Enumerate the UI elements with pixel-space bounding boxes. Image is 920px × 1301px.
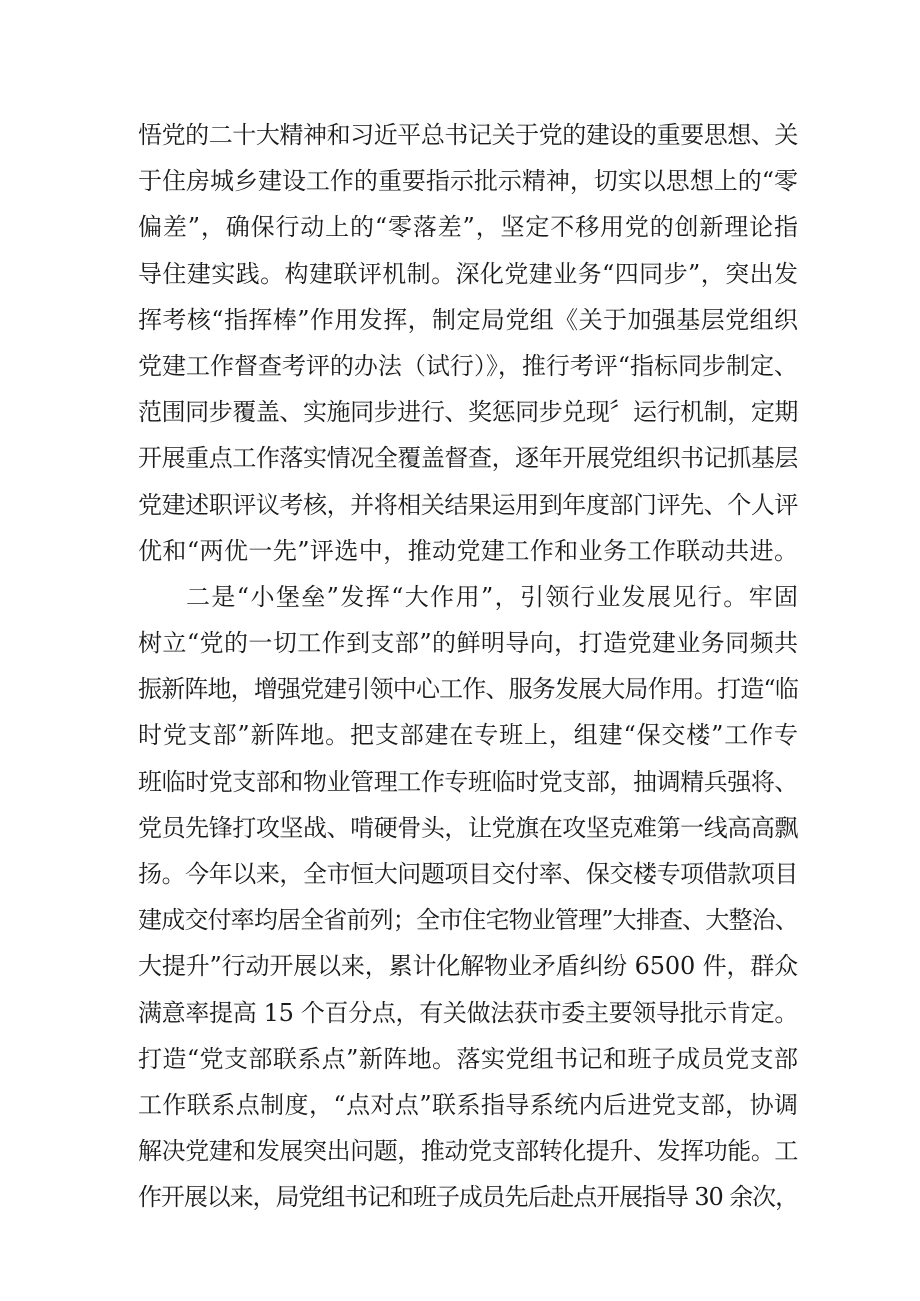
text-line: 于住房城乡建设工作的重要指示批示精神，切实以思想上的“零 xyxy=(138,167,798,196)
text-line: 悟党的二十大精神和习近平总书记关于党的建设的重要思想、关 xyxy=(138,121,798,149)
text-line: 班临时党支部和物业管理工作专班临时党支部，抽调精兵强将、 xyxy=(138,767,798,796)
text-line: 树立“党的一切工作到支部”的鲜明导向，打造党建业务同频共 xyxy=(138,629,798,658)
text-line: 工作联系点制度，“点对点”联系指导系统内后进党支部，协调 xyxy=(138,1090,798,1119)
text-line: 满意率提高 15 个百分点，有关做法获市委主要领导批示肯定。 xyxy=(138,998,798,1027)
text-line: 大提升”行动开展以来，累计化解物业矛盾纠纷 6500 件，群众 xyxy=(138,952,798,981)
text-line: 党建工作督查考评的办法（试行）》，推行考评“指标同步制定、 xyxy=(138,351,798,380)
body-text xyxy=(138,112,798,1221)
text-line: 党员先锋打攻坚战、啃硬骨头，让党旗在攻坚克难第一线高高飘 xyxy=(138,813,798,842)
text-line: 时党支部”新阵地。把支部建在专班上，组建“保交楼”工作专 xyxy=(138,721,798,750)
text-line: 开展重点工作落实情况全覆盖督查，逐年开展党组织书记抓基层 xyxy=(138,444,798,473)
text-line: 解决党建和发展突出问题，推动党支部转化提升、发挥功能。工 xyxy=(138,1137,798,1166)
text-line: 偏差”，确保行动上的“零落差”，坚定不移用党的创新理论指 xyxy=(138,213,798,242)
paragraph-first-line: 二是“小堡垒”发挥“大作用”，引领行业发展见行。牢固 xyxy=(186,582,798,611)
text-line: 范围同步覆盖、实施同步进行、奖惩同步兑现〞运行机制，定期 xyxy=(138,398,798,427)
paragraph-end-line: 优和“两优一先”评选中，推动党建工作和业务工作联动共进。 xyxy=(138,536,798,565)
text-line: 作开展以来，局党组书记和班子成员先后赴点开展指导 30 余次， xyxy=(138,1183,798,1212)
text-line: 导住建实践。构建联评机制。深化党建业务“四同步”，突出发 xyxy=(138,259,798,288)
text-line: 打造“党支部联系点”新阵地。落实党组书记和班子成员党支部 xyxy=(138,1044,798,1073)
text-line: 党建述职评议考核，并将相关结果运用到年度部门评先、个人评 xyxy=(138,490,798,519)
text-line: 扬。今年以来，全市恒大问题项目交付率、保交楼专项借款项目 xyxy=(138,860,798,888)
text-line: 建成交付率均居全省前列；全市住宅物业管理”大排查、大整治、 xyxy=(138,906,798,935)
text-line: 挥考核“指挥棒”作用发挥，制定局党组《关于加强基层党组织 xyxy=(138,305,798,334)
text-line: 振新阵地，增强党建引领中心工作、服务发展大局作用。打造“临 xyxy=(138,675,798,704)
